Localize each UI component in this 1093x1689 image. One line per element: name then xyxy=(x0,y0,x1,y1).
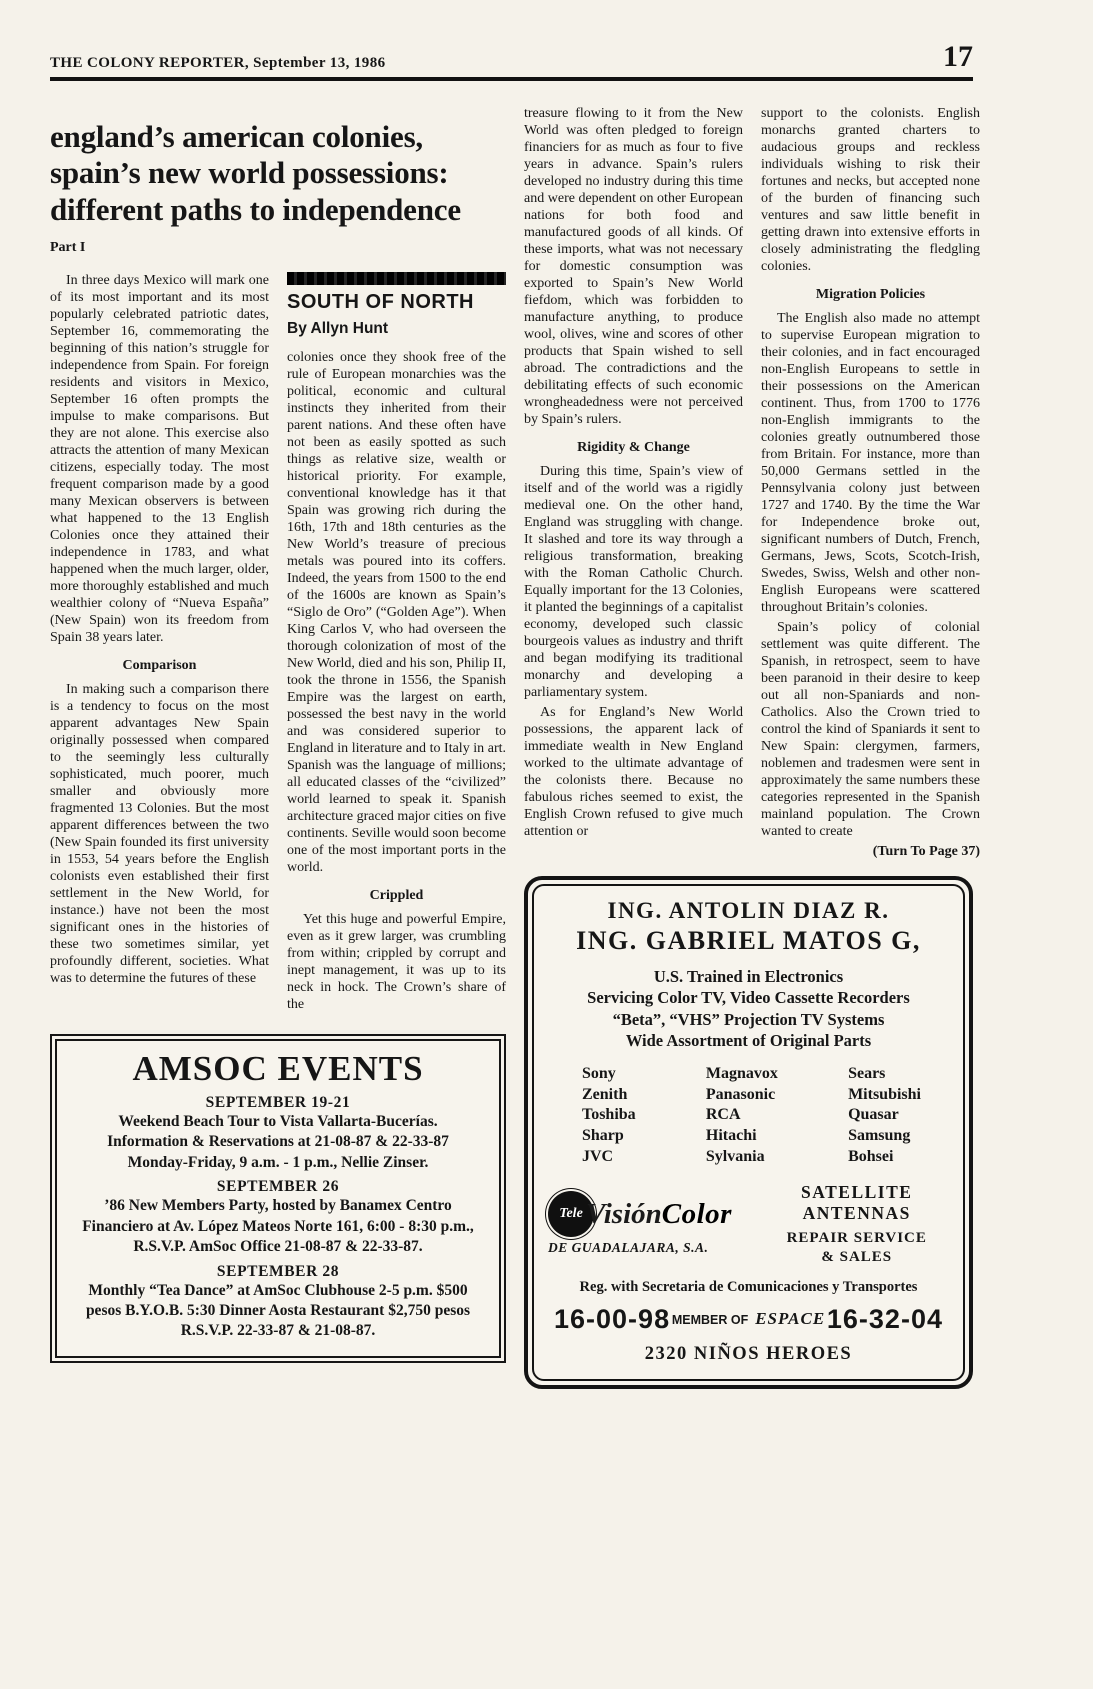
logo-row xyxy=(548,1182,949,1266)
member-org-logo: ESPACE xyxy=(755,1309,826,1329)
phone-number-left: 16-00-98 xyxy=(554,1303,671,1334)
amsoc-ad-title: AMSOC EVENTS xyxy=(132,1048,424,1088)
brand-item: Samsung xyxy=(848,1127,911,1145)
right-half xyxy=(524,105,980,1389)
amsoc-event-date: SEPTEMBER 28 xyxy=(216,1262,340,1280)
electronics-ad xyxy=(524,876,973,1389)
electronics-ad-inner xyxy=(532,884,965,1381)
part-label: Part I xyxy=(50,239,86,255)
amsoc-event-date: SEPTEMBER 26 xyxy=(216,1178,340,1196)
amsoc-events-ad xyxy=(50,1034,506,1363)
article-headline xyxy=(50,119,506,228)
ad-tagline: “Beta”, “VHS” Projection TV Systems xyxy=(612,1009,885,1029)
page-content xyxy=(50,105,980,1389)
ad-tagline: Wide Assortment of Original Parts xyxy=(625,1031,872,1051)
paragraph: In making such a comparison there is a tendency to focus on the most apparent advantages New Spain originally possessed when compared to the seemingly less culturally sophisticated, much poorer, much smaller and obviously more fragmented 13 Colonies. But the most apparent differences between the two (New Spain founded its first university in 1553, 54 years before the English colonists even established their first settlement in the New World, for instance.) have not been the most significant ones in the histories of these two sometimes similar, yet profoundly different, societies. What was to determine the futures of these xyxy=(50,681,269,986)
brand-item: Sony xyxy=(582,1064,616,1082)
left-columns xyxy=(50,272,506,1016)
amsoc-event-line: Weekend Beach Tour to Vista Vallarta-Bucerías. xyxy=(118,1112,438,1130)
advertiser-name: ING. GABRIEL MATOS G, xyxy=(576,926,921,955)
amsoc-event-line: Monday-Friday, 9 a.m. - 1 p.m., Nellie Zinser. xyxy=(127,1153,429,1171)
satellite-line: SATELLITE ANTENNAS xyxy=(801,1181,913,1223)
brand-item: Panasonic xyxy=(705,1085,776,1103)
brand-list xyxy=(548,1064,949,1168)
paragraph: In three days Mexico will mark one of its most important and its most popularly celebrated patriotic dates, September 16, commemorating the beginning of this nation’s struggle for independence from Spain. For foreign residents and visitors in Mexico, September 16 often prompts the impulse to make comparisons. But they are not alone. This exercise also attracts the attention of many Mexican citizens, especially today. The most frequent comparison made by a good many Mexican observers is between what happened to the 13 English Colonies once they attained their independence in 1783, and what happened when the much larger, older, more thoroughly established and much wealthier colony of “Nueva España” (New Spain) won its freedom from Spain 38 years later. xyxy=(50,272,269,645)
membership xyxy=(672,1309,825,1329)
paragraph: As for England’s New World possessions, the apparent lack of immediate wealth in New England worked to the ultimate advantage of the colonists there. Because no fabulous riches seemed to exist, the English Crown refused to give much attention or xyxy=(524,705,743,839)
phones-row xyxy=(548,1304,949,1335)
logo-wordmark: VisiónColor xyxy=(586,1197,732,1230)
masthead-rule xyxy=(50,77,973,81)
byline: By Allyn Hunt xyxy=(287,319,389,337)
visioncolor-logo xyxy=(548,1191,765,1256)
brand-column-1 xyxy=(582,1064,636,1168)
brand-item: Hitachi xyxy=(705,1127,757,1145)
amsoc-ad-inner xyxy=(55,1039,501,1358)
text-column-3 xyxy=(524,105,743,860)
subhead-rigidity-change: Rigidity & Change xyxy=(577,440,690,455)
text-column-4 xyxy=(761,105,980,860)
left-half xyxy=(50,105,506,1389)
paragraph: support to the colonists. English monarchs granted charters to audacious groups and reckless individuals wishing to risk their fortunes and necks, but accepted none of the burden of financing such ventures and saw little benefit in getting drawn into extensive efforts in closely administrating the fledgling colonies. xyxy=(761,106,980,274)
subhead-crippled: Crippled xyxy=(369,887,424,903)
brand-item: JVC xyxy=(582,1147,614,1165)
brand-item: Zenith xyxy=(582,1085,628,1103)
subhead-migration-policies: Migration Policies xyxy=(815,287,926,302)
masthead-title: THE COLONY REPORTER, September 13, 1986 xyxy=(50,55,386,71)
brand-item: Bohsei xyxy=(848,1147,894,1165)
brand-item: Sears xyxy=(848,1064,886,1082)
standing-head xyxy=(287,272,506,337)
member-label: MEMBER OF xyxy=(671,1313,749,1328)
amsoc-event-line: Monthly “Tea Dance” at AmSoc Clubhouse 2-5 p.m. $500 pesos B.Y.O.B. 5:30 Dinner Aosta Restaurant $2,750 pesos R.S.V.P. 22-33-87 & 21-08-87. xyxy=(85,1281,471,1340)
text-column-1 xyxy=(50,272,269,1016)
continuation-notice: (Turn To Page 37) xyxy=(872,844,980,859)
ad-tagline: U.S. Trained in Electronics xyxy=(653,967,844,986)
page-number: 17 xyxy=(943,40,973,73)
brand-item: Sylvania xyxy=(705,1147,765,1165)
brand-item: Magnavox xyxy=(705,1064,778,1082)
phone-number-right: 16-32-04 xyxy=(826,1303,943,1334)
paragraph: The English also made no attempt to supervise European migration to their colonies, and in fact encouraged non-English Europeans to settle in their possessions on the American continent. Thus, from 1700 to 1776 non-English immigrants to the colonies greatly outnumbered those from Britain. For instance, more than 50,000 Germans settled in the Pennsylvania colony just between 1727 and 1740. By the time the War for Independence broke out, significant numbers of Dutch, French, Germans, Jews, Scots, Scotch-Irish, Swedes, Swiss, Welsh and other non-English Europeans were scattered throughout Britain’s colonies. xyxy=(761,311,980,615)
paragraph: Spain’s policy of colonial settlement was quite different. The Spanish, in retrospect, seem to have been paranoid in their desire to keep out all non-Spaniards and non-Catholics. Also the Crown tried to control the kind of Spaniards it sent to New Spain: clergymen, farmers, noblemen and tradesmen were sent in approximately the same numbers these categories represented in the Spanish mainland population. The Crown wanted to create xyxy=(761,620,980,839)
column-title: SOUTH OF NORTH xyxy=(287,290,474,313)
paragraph: treasure flowing to it from the New World was often pledged to foreign financiers for as much as four to five years in advance. Spain’s rulers developed no industry during this time and were dependent on other European nations for both food and manufactured goods of all kinds. Of these imports, what was not necessary for domestic consumption was exported to Spain’s New World fiefdom, which was forbidden to manufacture anything, to produce wool, olives, wine and scores of other products that Spain wished to sell abroad. The contradictions and the debilitating effects of such economic wrongheadedness were not perceived by Spain’s rulers. xyxy=(524,106,743,427)
advertiser-name: ING. ANTOLIN DIAZ R. xyxy=(607,898,890,923)
paragraph: Yet this huge and powerful Empire, even as it grew larger, was crumbling from within; crippled by corrupt and inept management, it was up to its neck in hock. The Crown’s share of the xyxy=(287,911,506,1012)
headline-line: different paths to independence xyxy=(50,191,461,227)
brand-item: Mitsubishi xyxy=(848,1085,921,1103)
decorative-bar xyxy=(287,272,506,285)
brand-column-3 xyxy=(848,1064,921,1168)
logo-subtitle: DE GUADALAJARA, S.A. xyxy=(548,1240,709,1256)
brand-item: Quasar xyxy=(848,1106,899,1124)
paragraph: colonies once they shook free of the rule of European monarchies was the political, economic and cultural instincts they inherited from their parent nations. And these often have not been as easily spotted as such things as relative size, wealth or historical priority. For example, conventional knowledge has it that Spain was growing rich during the 16th, 17th and 18th centuries as the New World’s treasure of precious metals was poured into its coffers. Indeed, the years from 1500 to the end of the 1600s are known as Spain’s “Siglo de Oro” (“Golden Age”). When King Carlos V, who had overseen the thorough colonization of most of the New World, died and his son, Philip II, took the throne in 1556, the Spanish Empire was the largest on earth, possessed the best navy in the world and was considered superior to England in literature and to Italy in art. Spanish was the language of millions; all educated classes of the “civilized” world learned to speak it. Spanish architecture graced major cities on five continents. Seville would soon become one of the most important ports in the world. xyxy=(287,349,506,875)
headline-line: england’s american colonies, xyxy=(50,119,423,154)
tv-tube-icon-label: Tele xyxy=(559,1206,583,1222)
subhead-comparison: Comparison xyxy=(122,657,197,673)
masthead xyxy=(50,42,973,81)
right-columns xyxy=(524,105,980,860)
brand-item: Toshiba xyxy=(582,1106,636,1124)
ad-taglines xyxy=(548,966,949,1052)
satellite-services xyxy=(765,1182,949,1266)
satellite-line: & SALES xyxy=(821,1248,893,1265)
amsoc-event-line: ’86 New Members Party, hosted by Banamex Centro Financiero at Av. López Mateos Norte 161, 6:00 - 8:30 p.m., R.S.V.P. AmSoc Office 21-08-87 & 22-33-87. xyxy=(82,1197,474,1256)
ad-tagline: Servicing Color TV, Video Cassette Recorders xyxy=(587,988,910,1008)
advertiser-address: 2320 NIÑOS HEROES xyxy=(644,1343,853,1364)
paragraph: During this time, Spain’s view of itself and of the world was a rigidly medieval one. On the other hand, England was struggling with change. It slashed and tore its way through a religious transformation, breaking with the Roman Catholic Church. Equally important for the 13 Colonies, it planted the beginnings of a capitalist economy, developed such classic bourgeois values as industry and thrift and began modifying its traditional monarchy and developing a parliamentary system. xyxy=(524,464,743,700)
brand-item: RCA xyxy=(705,1106,741,1124)
amsoc-event-date: SEPTEMBER 19-21 xyxy=(205,1093,351,1111)
brand-item: Sharp xyxy=(582,1127,624,1145)
satellite-line: REPAIR SERVICE xyxy=(786,1229,927,1246)
brand-column-2 xyxy=(706,1064,778,1168)
amsoc-event-line: Information & Reservations at 21-08-87 & 22-33-87 xyxy=(107,1133,449,1151)
registration-line: Reg. with Secretaria de Comunicaciones y Transportes xyxy=(579,1278,918,1295)
text-column-2 xyxy=(287,272,506,1016)
headline-line: spain’s new world possessions: xyxy=(50,155,449,191)
